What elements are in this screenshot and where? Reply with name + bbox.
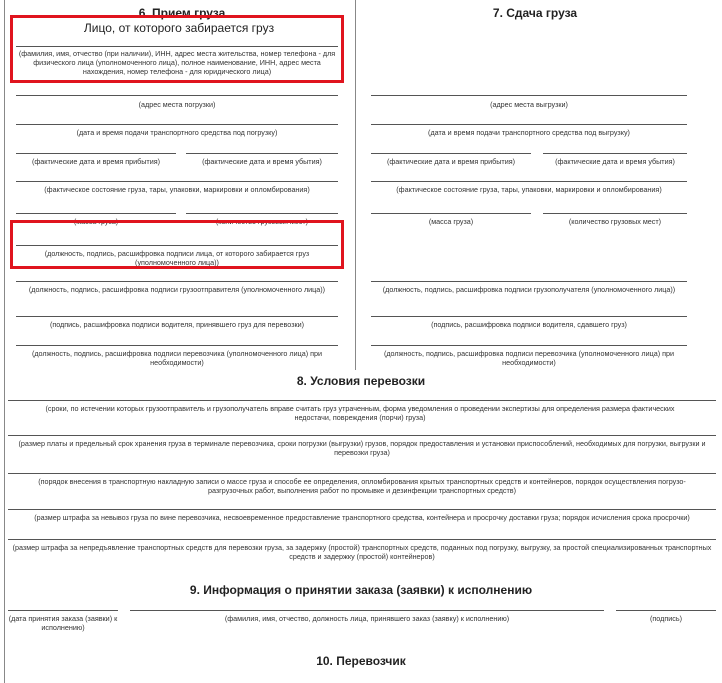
section-7-title: 7. Сдача груза [492, 6, 578, 20]
acceptance-date-caption: (дата принятия заказа (заявки) к исполнению) [8, 614, 118, 632]
signature-driver-line [16, 316, 338, 317]
sec7-actual-departure-line [543, 153, 687, 154]
column-divider [355, 0, 356, 370]
section-8-title: 8. Условия перевозки [296, 374, 426, 388]
section-6-title: 6. Прием груза [138, 6, 226, 20]
sec7-places-line [543, 213, 687, 214]
places-caption: (количество грузовых мест) [215, 217, 309, 226]
person-heading: Лицо, от которого забирается груз [83, 21, 275, 35]
acceptance-signature-line [616, 610, 716, 611]
conditions-caption-5: (размер штрафа за непредъявление транспортных средств для перевозки груза, за задержку (простой) транспортных средств, поданных под погрузку, выгрузку, за простой специализированных транспортных средств и задержку (простой) контейнеров) [12, 543, 712, 561]
acceptance-date-line [8, 610, 118, 611]
arrival-datetime-line [16, 124, 338, 125]
mass-caption: (масса груза) [73, 217, 119, 226]
actual-arrival-line [16, 153, 176, 154]
cargo-state-caption: (фактическое состояние груза, тары, упаковки, маркировки и опломбирования) [44, 185, 310, 194]
conditions-line-1 [8, 400, 716, 401]
unloading-address-caption: (адрес места выгрузки) [490, 100, 568, 109]
actual-departure-line [186, 153, 338, 154]
sec7-actual-arrival-line [371, 153, 531, 154]
sec7-signature-carrier-line [371, 345, 687, 346]
signature-driver-caption: (подпись, расшифровка подписи водителя, принявшего груз для перевозки) [49, 320, 305, 329]
section-9-title: 9. Информация о принятии заказа (заявки) к исполнению [189, 583, 533, 597]
conditions-caption-2: (размер платы и предельный срок хранения груза в терминале перевозчика, сроки погрузки (выгрузки) грузов, порядок предоставления и установки приспособлений, необходимых для погрузки, выгрузки и перевозки груза) [18, 439, 706, 457]
conditions-line-2 [8, 435, 716, 436]
signature-consignee-caption: (должность, подпись, расшифровка подписи грузополучателя (уполномоченного лица)) [382, 285, 676, 294]
sec7-signature-driver-caption: (подпись, расшифровка подписи водителя, сдавшего груз) [431, 320, 627, 329]
highlight-sender-signature [10, 220, 344, 269]
left-border [4, 0, 5, 683]
signature-carrier-line [16, 345, 338, 346]
signature-carrier-caption: (должность, подпись, расшифровка подписи перевозчика (уполномоченного лица) при необходимости) [31, 349, 323, 367]
conditions-line-4 [8, 509, 716, 510]
cargo-state-line [16, 181, 338, 182]
arrival-datetime-caption: (дата и время подачи транспортного средства под погрузку) [76, 128, 278, 137]
sec7-mass-caption: (масса груза) [428, 217, 474, 226]
person-caption: (фамилия, имя, отчество (при наличии), ИНН, адрес места жительства, номер телефона - для физического лица (уполномоченного лица), полное наименование, ИНН, адрес места нахождения, номер телефона - для юридического лица) [18, 49, 336, 76]
highlight-sender-person [10, 15, 344, 83]
places-line [186, 213, 338, 214]
unloading-arrival-line [371, 124, 687, 125]
signature-consignee-line [371, 281, 687, 282]
conditions-line-5 [8, 539, 716, 540]
sec7-places-caption: (количество грузовых мест) [568, 217, 662, 226]
unloading-arrival-caption: (дата и время подачи транспортного средства под выгрузку) [428, 128, 630, 137]
conditions-caption-4: (размер штрафа за невывоз груза по вине перевозчика, несвоевременное предоставление транспортного средства, контейнера и просрочку доставки груза; порядок исчисления срока просрочки) [34, 513, 690, 522]
sec7-actual-arrival-caption: (фактические дата и время прибытия) [387, 157, 515, 166]
sec7-signature-driver-line [371, 316, 687, 317]
loading-address-caption: (адрес места погрузки) [138, 100, 216, 109]
actual-departure-caption: (фактические дата и время убытия) [202, 157, 322, 166]
signature-shipper-line [16, 281, 338, 282]
sec7-mass-line [371, 213, 531, 214]
acceptance-signature-caption: (подпись) [650, 614, 682, 623]
section-10-title: 10. Перевозчик [316, 654, 406, 668]
conditions-caption-3: (порядок внесения в транспортную накладную записи о массе груза и способе ее определения, опломбирования крытых транспортных средств и контейнеров, порядок осуществления погрузо-разгрузочных работ, выполнения работ по промывке и дезинфекции транспортных средств) [38, 477, 686, 495]
conditions-caption-1: (сроки, по истечении которых грузоотправитель и грузополучатель вправе считать груз утраченным, форма уведомления о проведении экспертизы для определения размера фактических недостачи, повреждения (порчи) груза) [45, 404, 675, 422]
unloading-address-line [371, 95, 687, 96]
sec7-cargo-state-caption: (фактическое состояние груза, тары, упаковки, маркировки и опломбирования) [396, 185, 662, 194]
conditions-line-3 [8, 473, 716, 474]
sec7-signature-carrier-caption: (должность, подпись, расшифровка подписи перевозчика (уполномоченного лица) при необходимости) [383, 349, 675, 367]
mass-line [16, 213, 176, 214]
sec7-cargo-state-line [371, 181, 687, 182]
acceptance-person-line [130, 610, 604, 611]
actual-arrival-caption: (фактические дата и время прибытия) [32, 157, 160, 166]
signature-shipper-caption: (должность, подпись, расшифровка подписи грузоотправителя (уполномоченного лица)) [28, 285, 326, 294]
sec7-actual-departure-caption: (фактические дата и время убытия) [555, 157, 675, 166]
loading-address-line [16, 95, 338, 96]
signature-sender-caption: (должность, подпись, расшифровка подписи лица, от которого забирается груз (уполномоченного лица)) [44, 249, 310, 267]
acceptance-person-caption: (фамилия, имя, отчество, должность лица, принявшего заказ (заявку) к исполнению) [224, 614, 510, 623]
